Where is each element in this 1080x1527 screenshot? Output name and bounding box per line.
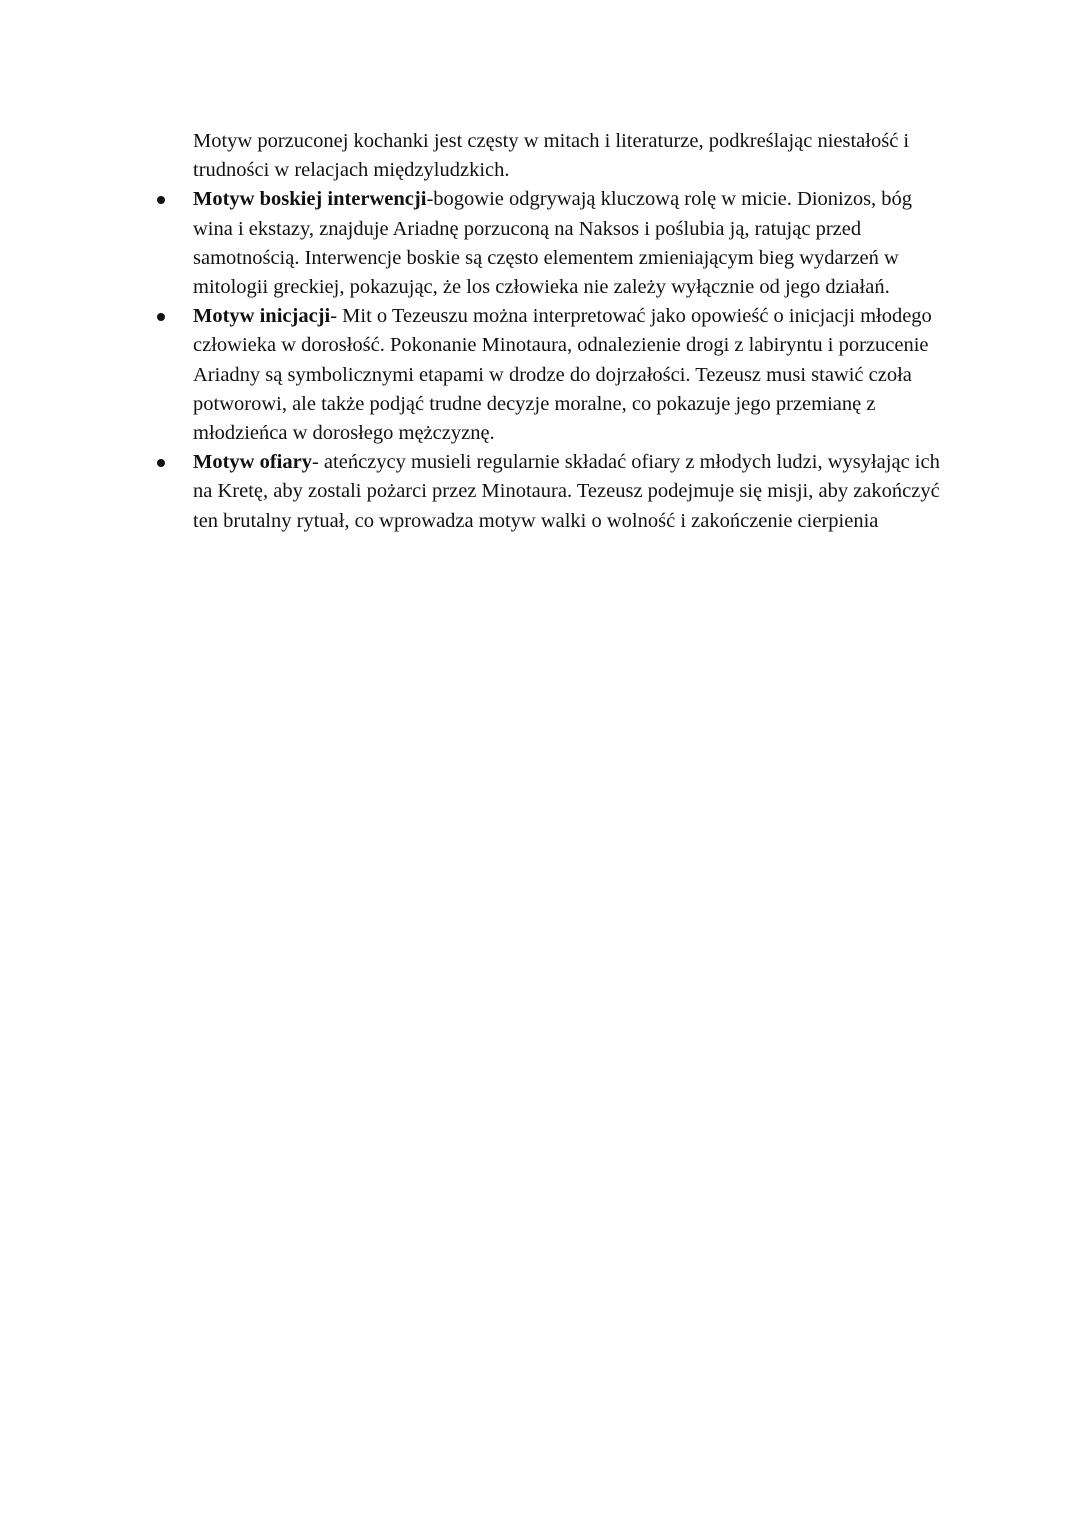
list-item-ofiara [193,448,953,536]
bullet-icon [157,196,165,204]
bullet-icon [157,313,165,321]
list-item-term: Motyw boskiej interwencji [193,188,427,211]
motif-list [193,185,953,535]
list-item-text: -bogowie odgrywają kluczową rolę w micie. Dionizos, bóg wina i ekstazy, znajduje Ariadnę porzuconą na Naksos i poślubia ją, ratując przed samotnością. Interwencje boskie są często elementem zmieniającym bieg wydarzeń w mitologii greckiej, pokazując, że los człowieka nie zależy wyłącznie od jego działań. [193,188,913,299]
list-item-boska-interwencja [193,185,953,302]
list-item-term: Motyw inicjacji [193,305,331,328]
list-item-term: Motyw ofiary [193,451,312,474]
bullet-icon [157,459,165,467]
document-body [193,127,953,536]
list-item-text: - Mit o Tezeuszu można interpretować jako opowieść o inicjacji młodego człowieka w dorosłość. Pokonanie Minotaura, odnalezienie drogi z labiryntu i porzucenie Ariadny są symbolicznymi etapami w drodze do dojrzałości. Tezeusz musi stawić czoła potworowi, ale także podjąć trudne decyzje moralne, co pokazuje jego przemianę z młodzieńca w dorosłego mężczyznę. [193,305,932,445]
intro-paragraph: Motyw porzuconej kochanki jest częsty w mitach i literaturze, podkreślając niestałość i trudności w relacjach międzyludzkich. [193,130,910,182]
list-item-text: - ateńczycy musieli regularnie składać ofiary z młodych ludzi, wysyłając ich na Kretę, aby zostali pożarci przez Minotaura. Tezeusz podejmuje się misji, aby zakończyć ten brutalny rytuał, co wprowadza motyw walki o wolność i zakończenie cierpienia [193,451,940,532]
list-item-inicjacja [193,302,953,448]
